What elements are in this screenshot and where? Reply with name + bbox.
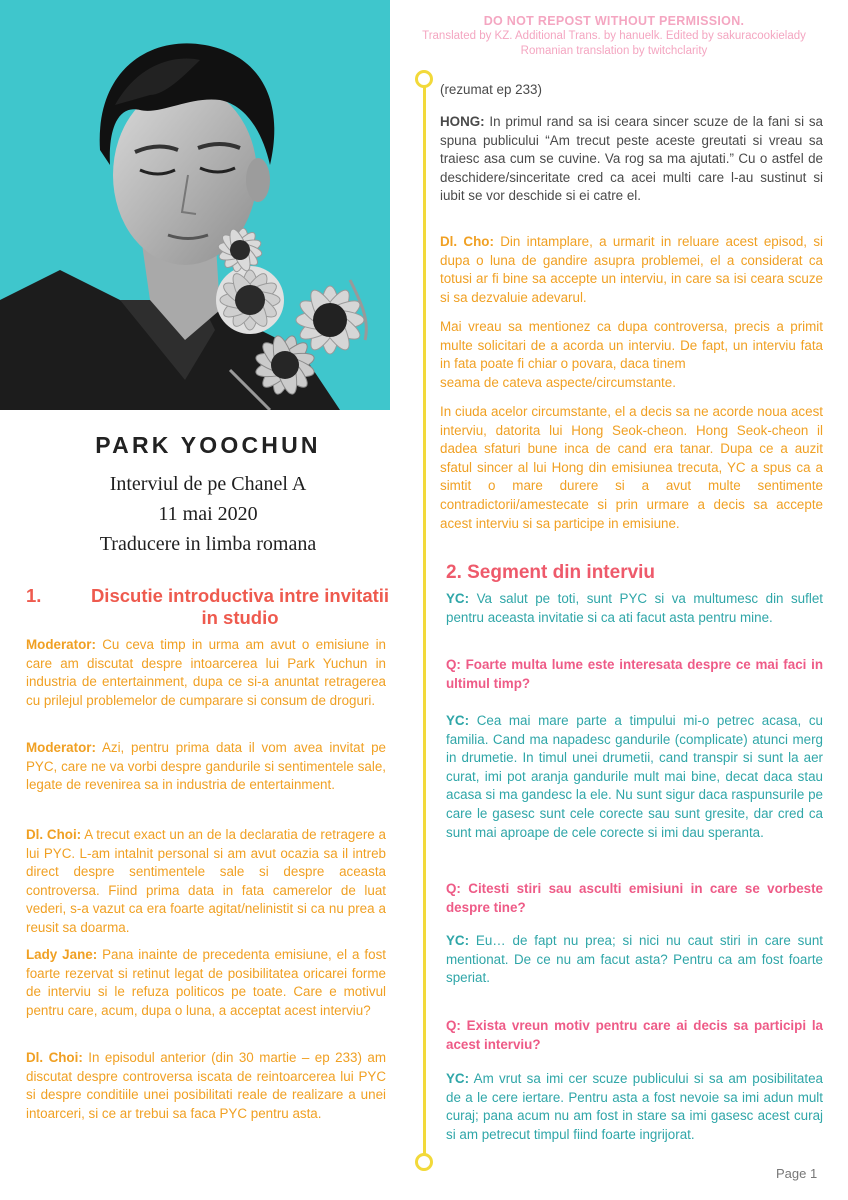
paragraph-cho bbox=[440, 233, 823, 307]
answer-yc-2 bbox=[446, 712, 823, 842]
subtitle-date: 11 mai 2020 bbox=[158, 503, 258, 525]
repost-warning: DO NOT REPOST WITHOUT PERMISSION. bbox=[483, 14, 745, 28]
section-1-title: Discutie introductiva intre invitatii in studio bbox=[90, 585, 390, 628]
speaker-label: Moderator: bbox=[26, 637, 96, 652]
paragraph-text: Azi, pentru prima data il vom avea invitat pe PYC, care ne va vorbi despre gandurile si sentimentele sale, legate de revenirea sa in industria de entertainment. bbox=[26, 740, 386, 793]
paragraph-choi-1 bbox=[26, 826, 386, 938]
speaker-label: YC: bbox=[446, 933, 470, 948]
speaker-label: Lady Jane: bbox=[26, 947, 98, 962]
answer-yc-4 bbox=[446, 1070, 823, 1144]
paragraph-moderator-2 bbox=[26, 739, 386, 795]
question-1: Q: Foarte multa lume este interesata despre ce mai faci in ultimul timp? bbox=[446, 657, 823, 691]
paragraph-text: Cu ceva timp in urma am avut o emisiune in care am discutat despre intoarcerea lui Park Yuchun in industria de entertainment, dupa ce si-a anuntat retragerea cu prilejul problemelor de cumparare si consum de droguri. bbox=[26, 637, 386, 708]
paragraph-text: Mai vreau sa mentionez ca dupa controversa, precis a primit multe solicitari de a acorda un interviu. De fapt, un interviu fata in fata poate fi chiar o povara, daca tinem bbox=[440, 319, 823, 372]
paragraph-text: Va salut pe toti, sunt PYC si va multumesc din suflet pentru aceasta invitatie si ca ati facut asta pentru mine. bbox=[446, 591, 823, 625]
paragraph-text: Pana inainte de precedenta emisiune, el a fost foarte rezervat si retinut legat de posibilitatea oricarei forme de interviu si le refuza politicos pe toate. Care e motivul pentru care, acum, dupa o luna, a acceptat acest interviu? bbox=[26, 947, 386, 1018]
page-title: PARK YOOCHUN bbox=[95, 432, 321, 458]
answer-yc-3 bbox=[446, 932, 823, 988]
section-2-heading: 2. Segment din interviu bbox=[446, 562, 656, 583]
paragraph-text-continued: seama de cateva aspecte/circumstante. bbox=[440, 374, 676, 390]
question-3: Q: Exista vreun motiv pentru care ai decis sa participi la acest interviu? bbox=[446, 1018, 823, 1052]
speaker-label: Dl. Cho: bbox=[440, 234, 494, 249]
paragraph-text: Eu… de fapt nu prea; si nici nu caut stiri in care sunt mentionat. De ce nu am facut asta? Pentru ca am fost foarte speriat. bbox=[446, 933, 823, 986]
paragraph-text: In episodul anterior (din 30 martie – ep 233) am discutat despre controversa iscata de reintoarcerea lui PYC si despre conditiile unei posibilitati reale de realizare a unei intoarceri, si ce ar trebui sa faca PYC pentru asta. bbox=[26, 1050, 386, 1121]
answer-yc-1 bbox=[446, 590, 823, 627]
subtitle-interview: Interviul de pe Chanel A bbox=[109, 473, 307, 495]
paragraph-requests bbox=[440, 318, 823, 392]
paragraph-text: In primul rand sa isi ceara sincer scuze de la fani si sa spuna publicului “Am trecut peste aceste greutati si vreau sa traiesc asa cum se cuvine. Va rog sa ma ajutati.” Cu o astfel de deschidere/sinceritate cred ca acei multi care l-au sustinut si iubit se vor deschide si ei catre el. bbox=[440, 114, 823, 204]
timeline-line bbox=[423, 80, 426, 1162]
paragraph-text: Cea mai mare parte a timpului mi-o petrec acasa, cu familia. Cand ma napadesc gandurile (complicate) atunci merg in drumetie. In timul unei drumetii, cand transpir si sunt la aer curat, imi pot aranja gandurile mult mai bine, decat daca stau acasa si ma gandesc la ele. Nu sunt sigur daca raspunsurile pe care le gasesc sunt cele corecte sau sunt gresite, dar cred ca sunt mai aproape de cele corecte si imi dau speranta. bbox=[446, 713, 823, 840]
paragraph-moderator-1 bbox=[26, 636, 386, 710]
summary-label: (rezumat ep 233) bbox=[440, 82, 542, 97]
speaker-label: YC: bbox=[446, 1071, 470, 1086]
paragraph-text: Am vrut sa imi cer scuze publicului si sa am posibilitatea de a le cere iertare. Pentru asta a fost nevoie sa imi adun mult curaj; pana acum nu am fost in stare sa imi gasesc acest curaj si am petrecut timpul fiind foarte ingrijorat. bbox=[446, 1071, 823, 1142]
page-number: Page 1 bbox=[776, 1166, 818, 1181]
paragraph-text: A trecut exact un an de la declaratia de retragere a lui PYC. L-am intalnit personal si am avut ocazia sa il intreb direct despre sentimentele sale si despre aceasta controversa. Fiind prima data in fata camerelor de luat vederi, s-a vazut ca era foarte agitat/nelinistit si ca nu prea a reusit sa doarma. bbox=[26, 827, 387, 935]
paragraph-hong-advice: In ciuda acelor circumstante, el a decis sa ne acorde noua acest interviu, datorita lui Hong Seok-cheon. Hong Seok-cheon il dadea sfaturi bune inca de cand era tanar. Dupa ce a auzit sfatul sincer al lui Hong din emisiunea trecuta, YC a spus ca a simtit o mare durere si a avut multe sentimente contradictorii/amestecate si prin urmare a decis sa accepte acest interviu si sa participe in emisiune. bbox=[440, 404, 823, 531]
title-block bbox=[0, 432, 416, 559]
speaker-label: YC: bbox=[446, 591, 470, 606]
speaker-label: Moderator: bbox=[26, 740, 96, 755]
portrait-photo bbox=[0, 0, 390, 410]
timeline-dot-bottom bbox=[415, 1153, 433, 1171]
paragraph-lady-jane bbox=[26, 946, 386, 1020]
credits-line-1: Translated by KZ. Additional Trans. by hanuelk. Edited by sakuracookielady bbox=[422, 30, 806, 42]
paragraph-choi-2 bbox=[26, 1049, 386, 1123]
section-1-number: 1. bbox=[26, 585, 42, 606]
credits-line-2: Romanian translation by twitchclarity bbox=[520, 45, 708, 57]
speaker-label: Dl. Choi: bbox=[26, 827, 82, 842]
speaker-label: YC: bbox=[446, 713, 470, 728]
paragraph-text: Din intamplare, a urmarit in reluare acest episod, si dupa o luna de gandire asupra problemei, el a considerat ca totusi ar fi bine sa accepte un interviu, in care sa isi ceara scuze si sa dezvaluie adevarul. bbox=[440, 234, 823, 305]
credits-block bbox=[396, 14, 832, 59]
paragraph-hong bbox=[440, 113, 823, 206]
timeline-dot-top bbox=[415, 70, 433, 88]
section-1-heading bbox=[26, 585, 396, 629]
speaker-label: HONG: bbox=[440, 114, 485, 129]
subtitle-translation: Traducere in limba romana bbox=[99, 533, 317, 555]
speaker-label: Dl. Choi: bbox=[26, 1050, 83, 1065]
portrait-illustration bbox=[0, 0, 390, 410]
question-2: Q: Citesti stiri sau asculti emisiuni in care se vorbeste despre tine? bbox=[446, 881, 823, 915]
